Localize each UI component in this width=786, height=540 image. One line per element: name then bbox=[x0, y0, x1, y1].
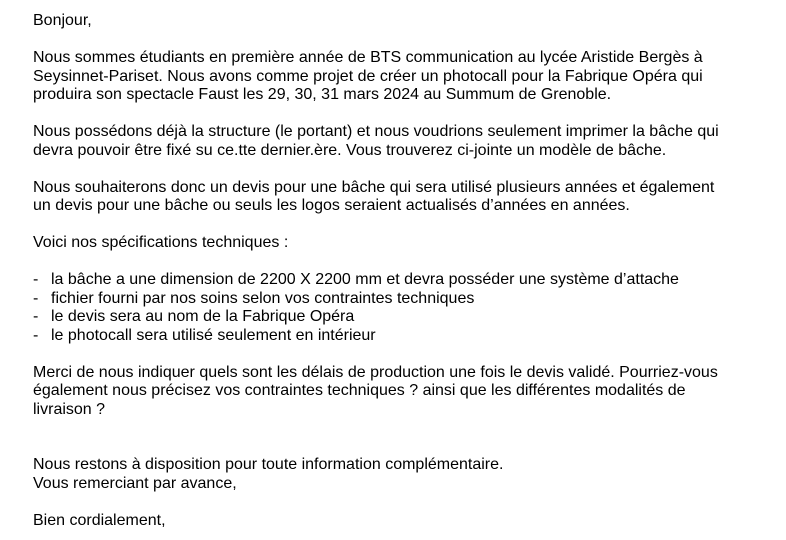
list-item bbox=[33, 327, 776, 346]
paragraph-line: Merci de nous indiquer quels sont les délais de production une fois le devis validé. Pourriez-vous bbox=[33, 363, 718, 381]
paragraph-line: devra pouvoir être fixé su ce.tte dernier.ère. Vous trouverez ci-jointe un modèle de bâche. bbox=[33, 141, 667, 159]
list-item bbox=[33, 290, 776, 309]
greeting bbox=[33, 12, 776, 31]
paragraph-intro bbox=[33, 49, 776, 105]
signoff bbox=[33, 512, 776, 531]
paragraph-line: Nous sommes étudiants en première année de BTS communication au lycée Aristide Bergès à bbox=[33, 49, 703, 66]
paragraph-line: également nous précisez vos contraintes techniques ? ainsi que les différentes modalités de bbox=[33, 382, 686, 399]
specs-list bbox=[33, 271, 776, 345]
paragraph-line: Nous possédons déjà la structure (le portant) et nous voudrions seulement imprimer la bâche qui bbox=[33, 123, 719, 140]
closing-line: Vous remerciant par avance, bbox=[33, 474, 237, 492]
bullet-dash: - bbox=[33, 326, 39, 344]
paragraph-quote-request bbox=[33, 179, 776, 216]
list-item bbox=[33, 308, 776, 327]
bullet-dash: - bbox=[33, 289, 39, 307]
specs-intro bbox=[33, 234, 776, 253]
bullet-dash: - bbox=[33, 308, 39, 325]
paragraph-line: Seysinnet-Pariset. Nous avons comme projet de créer un photocall pour la Fabrique Opéra qui bbox=[33, 67, 703, 85]
paragraph-line: Nous souhaiterons donc un devis pour une bâche qui sera utilisé plusieurs années et également bbox=[33, 178, 715, 196]
paragraph-line: livraison ? bbox=[33, 400, 106, 418]
closing bbox=[33, 456, 776, 493]
bullet-dash: - bbox=[33, 271, 39, 288]
closing-line: Nous restons à disposition pour toute information complémentaire. bbox=[33, 456, 504, 473]
greeting-text: Bonjour, bbox=[33, 12, 92, 29]
paragraph-delays bbox=[33, 364, 776, 420]
spacer bbox=[33, 438, 776, 457]
list-item-text: fichier fourni par nos soins selon vos contraintes techniques bbox=[51, 289, 475, 307]
list-item-text: le devis sera au nom de la Fabrique Opéra bbox=[51, 308, 355, 325]
paragraph-line: un devis pour une bâche ou seuls les logos seraient actualisés d’années en années. bbox=[33, 197, 630, 214]
specs-intro-text: Voici nos spécifications techniques : bbox=[33, 234, 289, 251]
signoff-text: Bien cordialement, bbox=[33, 511, 166, 529]
paragraph-structure bbox=[33, 123, 776, 160]
list-item-text: le photocall sera utilisé seulement en intérieur bbox=[51, 326, 376, 344]
paragraph-line: produira son spectacle Faust les 29, 30, 31 mars 2024 au Summum de Grenoble. bbox=[33, 86, 612, 103]
list-item-text: la bâche a une dimension de 2200 X 2200 mm et devra posséder une système d’attache bbox=[51, 271, 679, 288]
list-item bbox=[33, 271, 776, 290]
